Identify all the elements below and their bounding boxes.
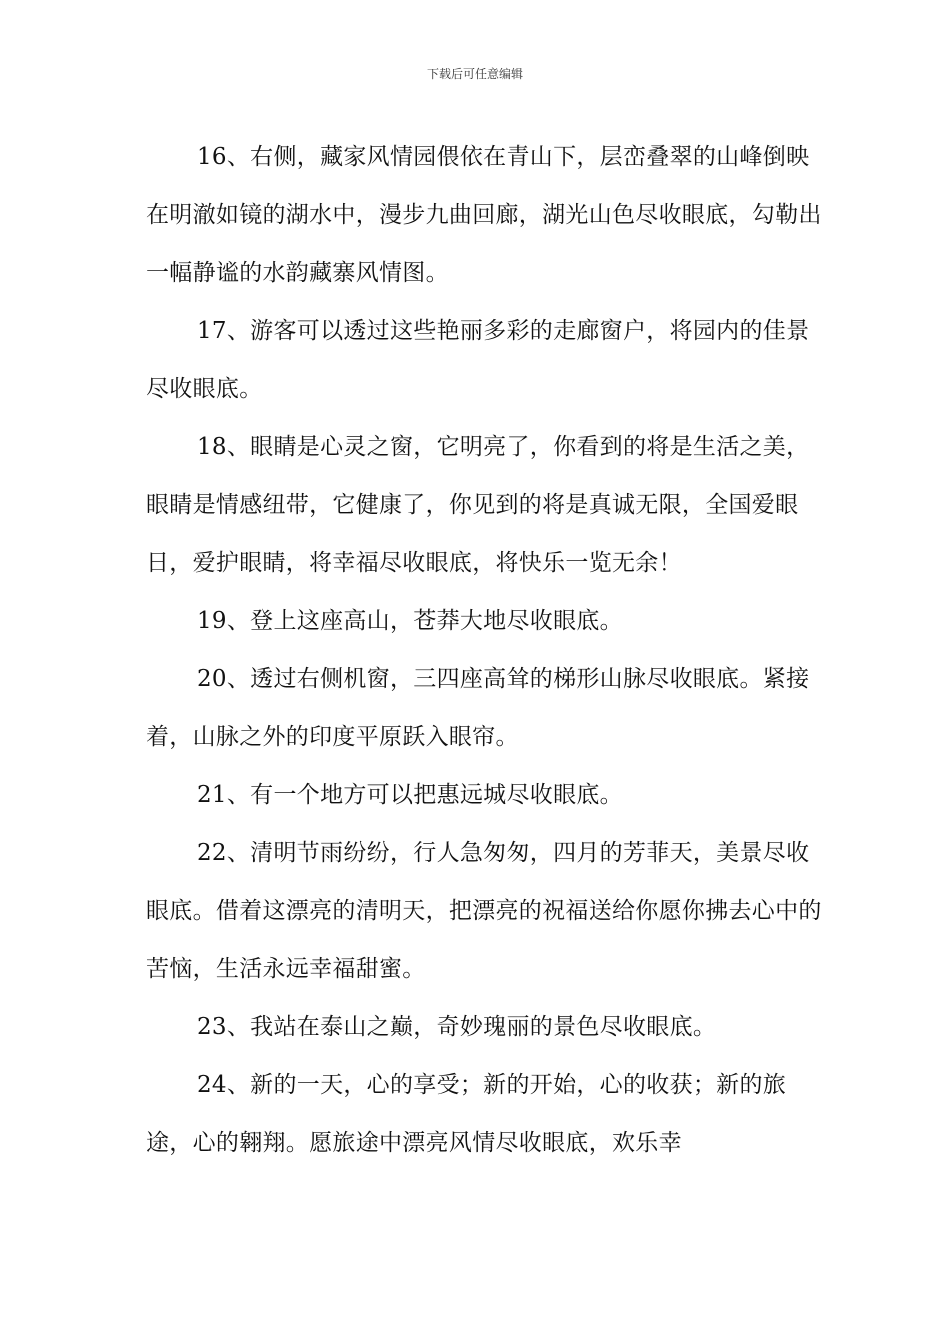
paragraph-21: 21、有一个地方可以把惠远城尽收眼底。 [197,782,623,808]
paragraph-17: 17、游客可以透过这些艳丽多彩的走廊窗户，将园内的佳景尽收眼底。 [146,318,810,402]
paragraph-22: 22、清明节雨纷纷，行人急匆匆，四月的芳菲天，美景尽收眼底。借着这漂亮的清明天，把漂亮的祝福送给你愿你拂去心中的苦恼，生活永远幸福甜蜜。 [146,840,822,982]
page-header: 下载后可任意编辑 [426,67,523,81]
paragraph-20: 20、透过右侧机窗，三四座高耸的梯形山脉尽收眼底。紧接着，山脉之外的印度平原跃入眼帘。 [146,666,810,750]
document-body [146,128,826,1172]
paragraph-23: 23、我站在泰山之巅，奇妙瑰丽的景色尽收眼底。 [197,1014,717,1040]
paragraph-19: 19、登上这座高山，苍莽大地尽收眼底。 [197,608,623,634]
paragraph-16: 16、右侧，藏家风情园偎依在青山下，层峦叠翠的山峰倒映在明澈如镜的湖水中，漫步九曲回廊，湖光山色尽收眼底，勾勒出一幅静谧的水韵藏寨风情图。 [146,144,822,286]
paragraph-18: 18、眼睛是心灵之窗，它明亮了，你看到的将是生活之美，眼睛是情感纽带，它健康了，你见到的将是真诚无限，全国爱眼日，爱护眼睛，将幸福尽收眼底，将快乐一览无余！ [146,434,810,576]
paragraph-24: 24、新的一天，心的享受；新的开始，心的收获；新的旅途，心的翱翔。愿旅途中漂亮风情尽收眼底，欢乐幸 [146,1072,787,1156]
